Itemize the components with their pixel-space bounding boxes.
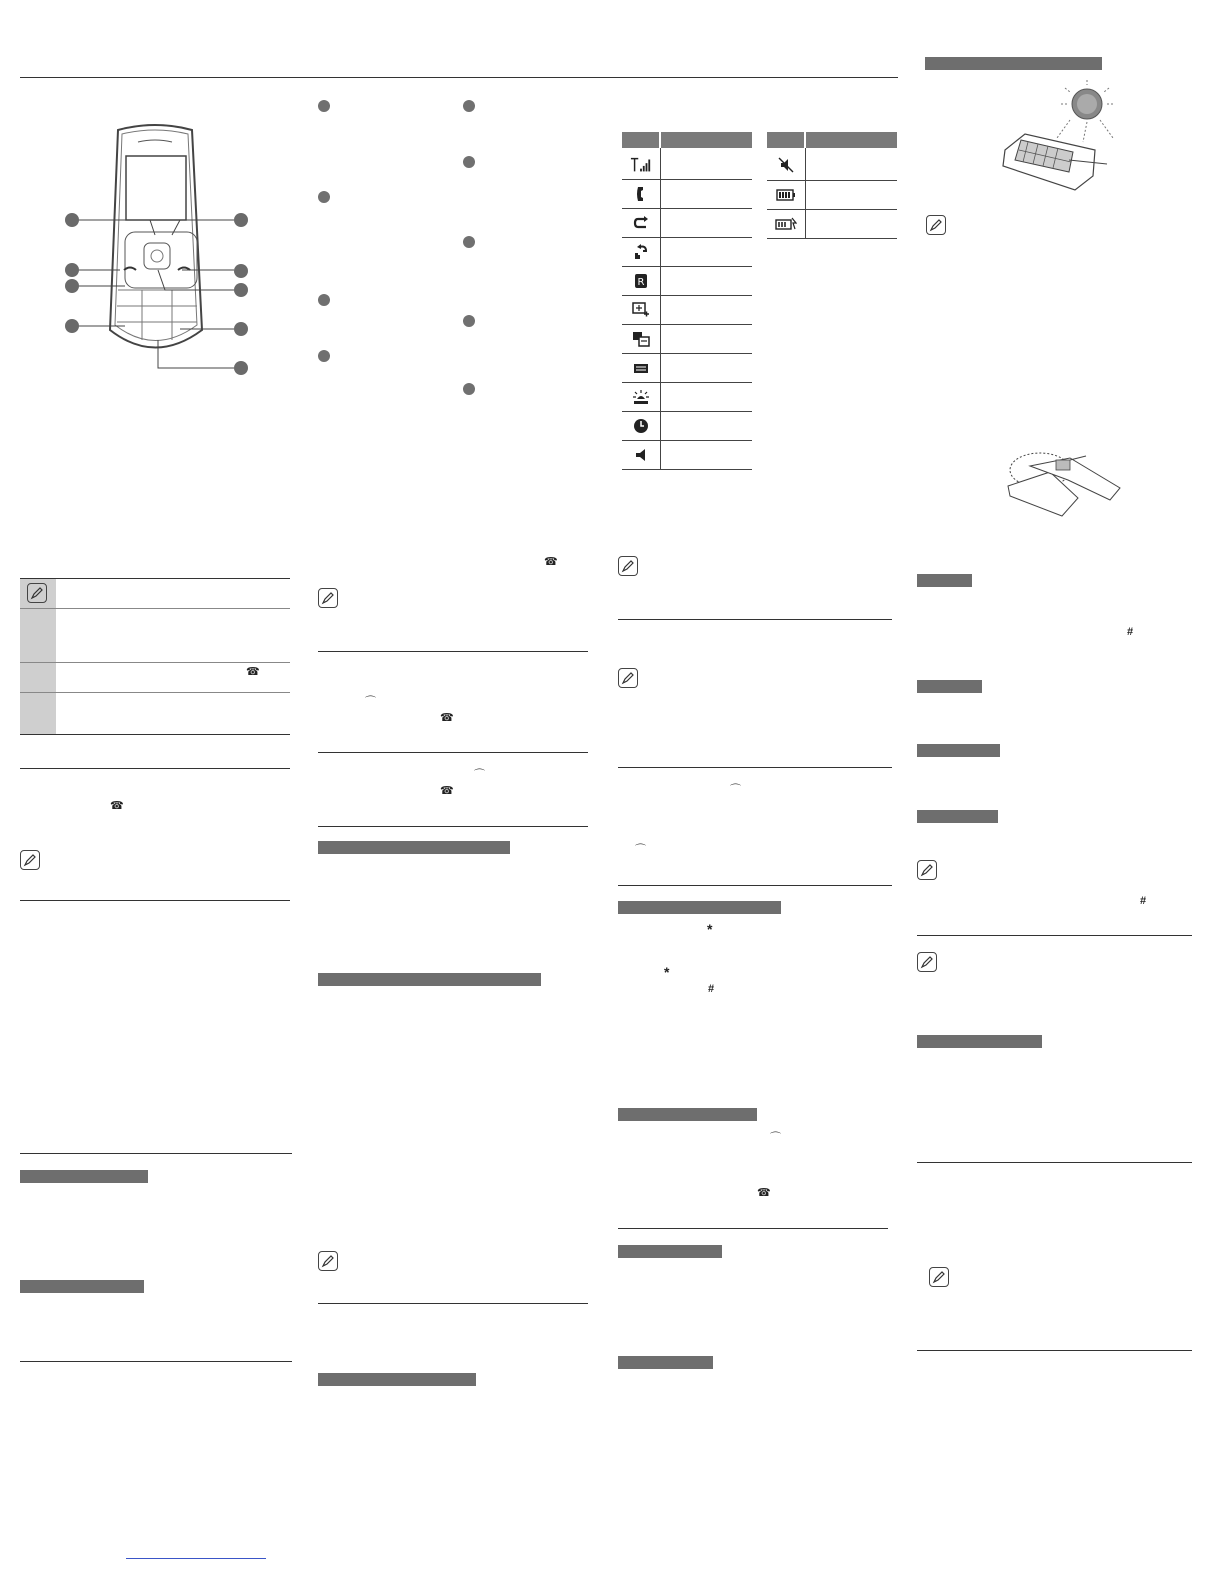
item-bullet: [318, 350, 330, 362]
icon-table-right-divider: [805, 148, 806, 238]
signal-strength-icon: [630, 155, 652, 175]
silent-profile-icon: [775, 155, 797, 175]
new-message-icon: [630, 300, 652, 320]
item-bullet: [463, 100, 475, 112]
icon-table-row-rule: [767, 180, 897, 181]
callout-2: [65, 263, 79, 277]
call-key-icon: ⌒: [730, 784, 741, 796]
callout-lines: [0, 0, 300, 400]
section-rule: [618, 767, 892, 768]
callout-7: [234, 283, 248, 297]
section-heading-bar: [618, 1245, 722, 1258]
section-heading-bar: [618, 1108, 757, 1121]
icon-table-row-rule: [622, 324, 752, 325]
section-heading-bar: [925, 57, 1102, 70]
battery-cover-illustration: [1000, 450, 1130, 520]
hash-key-icon: #: [1127, 626, 1134, 638]
callout-4: [65, 319, 79, 333]
section-rule: [318, 826, 588, 827]
note-pencil-icon: [618, 668, 638, 688]
section-rule: [318, 1303, 588, 1304]
end-key-icon: ☎: [544, 556, 558, 568]
note-pencil-icon: [318, 588, 338, 608]
key-table-top-rule: [20, 578, 290, 579]
callout-9: [234, 361, 248, 375]
note-pencil-icon: [917, 860, 937, 880]
section-rule: [318, 752, 588, 753]
note-pencil-icon: [929, 1267, 949, 1287]
section-rule: [917, 1350, 1192, 1351]
end-key-icon: ☎: [440, 712, 454, 724]
item-bullet: [463, 156, 475, 168]
item-bullet: [463, 236, 475, 248]
call-key-icon: ⌒: [770, 1132, 781, 1144]
section-heading-bar: [917, 810, 998, 823]
star-key-icon: *: [707, 921, 713, 937]
icon-table-row-rule: [622, 208, 752, 209]
icon-table-row-rule: [622, 469, 752, 470]
icon-table-row-rule: [767, 238, 897, 239]
icon-table-row-rule: [767, 209, 897, 210]
call-diverting-icon: [630, 213, 652, 233]
icon-table-row-rule: [622, 411, 752, 412]
icon-table-row-rule: [622, 440, 752, 441]
section-rule: [20, 1153, 292, 1154]
hash-key-icon: #: [1140, 895, 1147, 907]
section-heading-bar: [917, 744, 1000, 757]
icon-table-row-rule: [622, 179, 752, 180]
section-heading-bar: [20, 1170, 148, 1183]
solar-charging-illustration: [995, 80, 1125, 200]
star-key-icon: *: [664, 964, 670, 980]
icon-table-left-header: [622, 132, 752, 148]
section-heading-bar: [618, 901, 781, 914]
note-pencil-icon: [20, 850, 40, 870]
section-rule: [917, 935, 1192, 936]
alarm-icon: [630, 387, 652, 407]
footer-link-underline[interactable]: [126, 1558, 266, 1559]
section-rule: [618, 1228, 888, 1229]
section-rule: [618, 619, 892, 620]
section-heading-bar: [318, 1373, 476, 1386]
item-bullet: [463, 315, 475, 327]
icon-table-right-header: [767, 132, 897, 148]
note-pencil-icon: [27, 583, 47, 603]
section-rule: [20, 1361, 292, 1362]
key-table-row-rule: [20, 662, 290, 663]
key-table-bottom-rule: [20, 734, 290, 735]
section-heading-bar: [318, 841, 510, 854]
section-heading-bar: [917, 1035, 1042, 1048]
section-rule: [318, 651, 588, 652]
icon-table-row-rule: [622, 237, 752, 238]
icon-table-row-rule: [622, 382, 752, 383]
icon-table-row-rule: [622, 353, 752, 354]
section-rule: [20, 768, 290, 769]
profile-icon: [630, 358, 652, 378]
hash-key-icon: #: [708, 983, 715, 995]
end-key-icon: ☎: [246, 666, 260, 678]
clock-icon: [630, 416, 652, 436]
svg-text:R: R: [637, 277, 645, 288]
item-bullet: [318, 191, 330, 203]
section-heading-bar: [618, 1356, 713, 1369]
icon-table-left-header-divider: [659, 132, 661, 148]
end-key-icon: ☎: [440, 785, 454, 797]
callout-8: [234, 322, 248, 336]
end-key-icon: ☎: [110, 800, 124, 812]
item-bullet: [318, 100, 330, 112]
callout-5: [234, 213, 248, 227]
call-key-icon: ⌒: [365, 696, 376, 708]
icon-table-right-header-divider: [804, 132, 806, 148]
section-rule: [917, 1162, 1192, 1163]
speaker-icon: [630, 445, 652, 465]
section-heading-bar: [917, 680, 982, 693]
call-in-progress-icon: [630, 184, 652, 204]
item-bullet: [318, 294, 330, 306]
note-pencil-icon: [318, 1251, 338, 1271]
voice-mail-icon: [630, 329, 652, 349]
note-pencil-icon: [926, 215, 946, 235]
icon-table-left-divider: [660, 148, 661, 470]
item-bullet: [463, 383, 475, 395]
section-rule: [618, 885, 892, 886]
key-table-row-rule: [20, 692, 290, 693]
call-key-icon: ⌒: [474, 769, 485, 781]
icon-table-row-rule: [622, 295, 752, 296]
callout-1: [65, 213, 79, 227]
battery-level-icon: [775, 185, 797, 205]
section-heading-bar: [318, 973, 541, 986]
call-key-icon: ⌒: [635, 844, 646, 856]
roaming-icon: [630, 271, 652, 291]
section-heading-bar: [917, 574, 972, 587]
note-pencil-icon: [618, 556, 638, 576]
call-diverted-icon: [630, 242, 652, 262]
note-pencil-icon: [917, 952, 937, 972]
battery-charging-icon: [775, 214, 797, 234]
icon-table-row-rule: [622, 266, 752, 267]
section-heading-bar: [20, 1280, 144, 1293]
end-key-icon: ☎: [757, 1187, 771, 1199]
callout-3: [65, 279, 79, 293]
section-rule: [20, 900, 290, 901]
key-table-row-rule: [20, 608, 290, 609]
callout-6: [234, 264, 248, 278]
